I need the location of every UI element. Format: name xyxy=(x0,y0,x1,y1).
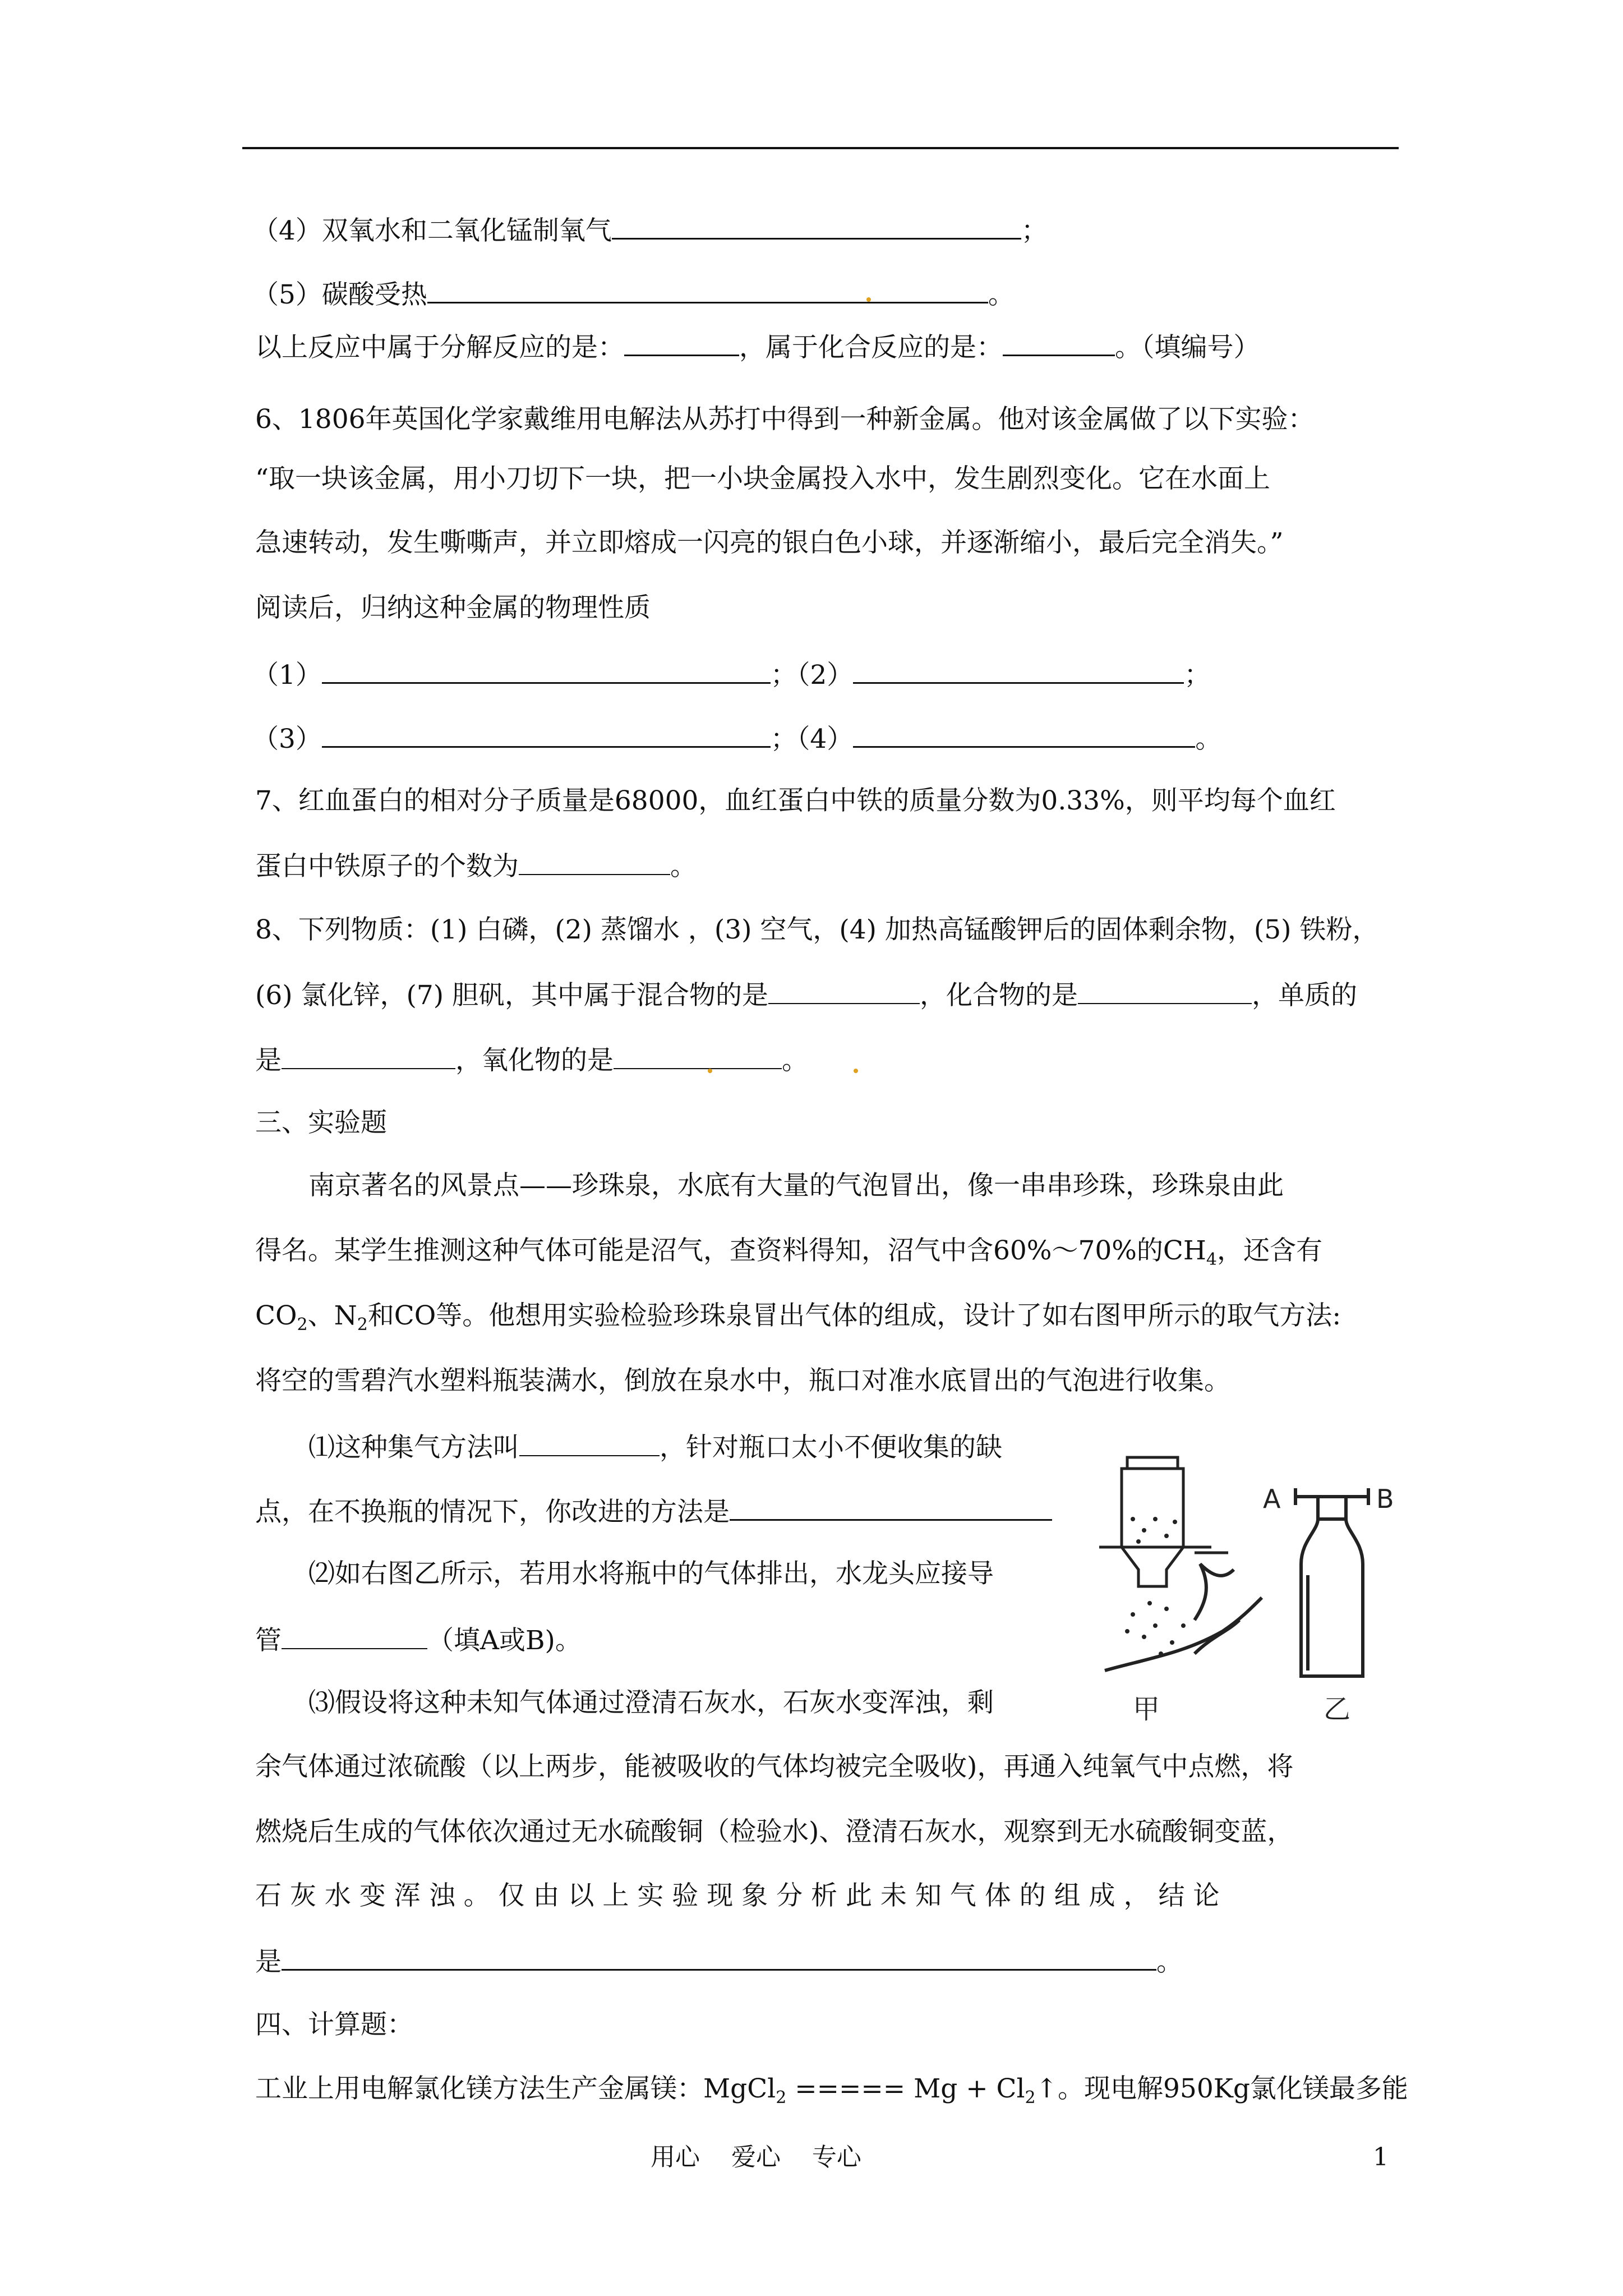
q5-summary: 以上反应中属于分解反应的是： ，属于化合反应的是： 。（填编号） xyxy=(255,329,1260,365)
scan-dot xyxy=(854,1069,858,1073)
subq-3-line-e: 是 。 xyxy=(255,1943,1183,1979)
q7-line-1: 7、红血蛋白的相对分子质量是68000，血红蛋白中铁的质量分数为0.33%，则平均每个血红 xyxy=(255,785,1336,816)
q6-line-2: “取一块该金属，用小刀切下一块，把一小块金属投入水中，发生剧烈变化。它在水面上 xyxy=(255,463,1271,494)
figure-label-yi: 乙 xyxy=(1324,1694,1351,1725)
section-3-para-1: 南京著名的风景点——珍珠泉，水底有大量的气泡冒出，像一串串珍珠，珍珠泉由此 xyxy=(308,1170,1284,1201)
scan-dot xyxy=(866,297,871,302)
q7-line-2: 蛋白中铁原子的个数为 。 xyxy=(255,848,697,884)
q5-item-5: （5）碳酸受热 。 xyxy=(252,276,1015,312)
figure-jia-riverbed xyxy=(1105,1564,1262,1671)
subq-1-line-b: 点，在不换瓶的情况下，你改进的方法是 xyxy=(255,1493,1052,1529)
q6-line-3: 急速转动，发生嘶嘶声，并立即熔成一闪亮的银白色小球，并逐渐缩小，最后完全消失。” xyxy=(255,527,1284,558)
subq-2-line-b: 管 （填A或B)。 xyxy=(255,1622,582,1658)
header-rule xyxy=(242,147,1399,149)
subq-2-line-a: ⑵如右图乙所示，若用水将瓶中的气体排出，水龙头应接导 xyxy=(308,1558,994,1589)
subq-3-line-b: 余气体通过浓硫酸（以上两步，能被吸收的气体均被完全吸收)，再通入纯氧气中点燃，将 xyxy=(255,1751,1294,1782)
section-3-heading: 三、实验题 xyxy=(255,1107,387,1138)
subq-1-line-a: ⑴这种集气方法叫 ，针对瓶口太小不便收集的缺 xyxy=(308,1429,1002,1465)
section-4-line-1: 工业上用电解氯化镁方法生产金属镁：MgCl$_2$ ===== $Mg + Cl_2↑$。现电解950Kg氯化镁最多能 xyxy=(255,2073,1408,2108)
figure-label-a: A xyxy=(1263,1484,1281,1514)
footer-motto: 用心 爱心 专心 xyxy=(651,2143,861,2171)
gas-collection-diagram xyxy=(1099,1435,1413,1727)
q6-line-1: 6、1806年英国化学家戴维用电解法从苏打中得到一种新金属。他对该金属做了以下实验： xyxy=(255,404,1315,435)
q6-blanks-row-1: （1） ；（2） ； xyxy=(252,656,1210,692)
figure-jia-bottle xyxy=(1099,1457,1228,1586)
subq-3-line-c: 燃烧后生成的气体依次通过无水硫酸铜（检验水)、澄清石灰水，观察到无水硫酸铜变蓝， xyxy=(255,1816,1294,1847)
subq-3-line-a: ⑶假设将这种未知气体通过澄清石灰水，石灰水变浑浊，剩 xyxy=(308,1687,994,1718)
scan-dot xyxy=(708,1069,712,1073)
section-3-para-4: 将空的雪碧汽水塑料瓶装满水，倒放在泉水中，瓶口对准水底冒出的气泡进行收集。 xyxy=(255,1365,1230,1396)
figure-yi-bottle xyxy=(1295,1488,1368,1676)
figure-label-jia: 甲 xyxy=(1133,1694,1160,1725)
q6-line-4: 阅读后，归纳这种金属的物理性质 xyxy=(255,592,651,623)
subq-3-line-d: 石 灰 水 变 浑 浊 。 仅 由 以 上 实 验 现 象 分 析 此 未 知 气 体 的 组 成 ， 结 论 xyxy=(255,1880,1220,1911)
q5-item-4: （4）双氧水和二氧化锰制氧气 ； xyxy=(252,212,1048,248)
section-3-para-3: $CO_2$、$N_2$和CO等。他想用实验检验珍珠泉冒出气体的组成，设计了如右图甲所示的取气方法: xyxy=(255,1300,1341,1335)
section-3-para-2: 得名。某学生推测这种气体可能是沼气，查资料得知，沼气中含60%～70%的$CH_4$，还含有 xyxy=(255,1235,1322,1269)
figure-label-b: B xyxy=(1376,1484,1394,1514)
experiment-figure xyxy=(1099,1435,1413,1727)
q8-line-3: 是 ，氧化物的是 。 xyxy=(255,1042,808,1078)
section-4-heading: 四、计算题： xyxy=(255,2009,413,2040)
q8-line-2: (6) 氯化锌，(7) 胆矾，其中属于混合物的是 ，化合物的是 ，单质的 xyxy=(255,977,1357,1013)
q8-line-1: 8、下列物质：(1) 白磷，(2) 蒸馏水 ，(3) 空气，(4) 加热高锰酸钾后的固体剩余物，(5) 铁粉， xyxy=(255,914,1379,945)
q6-blanks-row-2: （3） ；（4） 。 xyxy=(252,720,1221,756)
page-number: 1 xyxy=(1373,2143,1389,2171)
